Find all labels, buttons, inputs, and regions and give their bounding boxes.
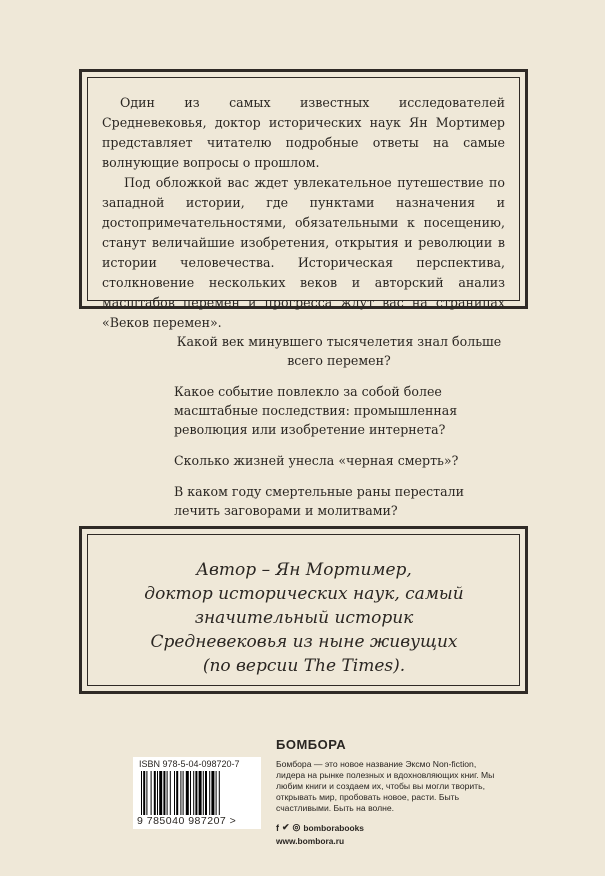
question-2: Какое событие повлекло за собой более масштабные последствия: промышленная революция или изобретение интернета? [174,384,458,437]
about-line-4: Средневековья из ныне живущих [150,632,458,652]
question-3: Сколько жизней унесла «черная смерть»? [174,453,459,468]
question-4: В каком году смертельные раны перестали лечить заговорами и молитвами? [174,484,465,518]
about-author [100,558,508,678]
intro-text [102,93,505,333]
social-handle[interactable]: bomborabooks [303,822,364,833]
publisher-block [276,737,506,846]
intro-paragraph-1: Один из самых известных исследователей Средневековья, доктор исторических наук Ян Мортимер представляет читателю подробные ответы на самые волнующие вопросы о прошлом. [102,95,505,170]
instagram-icon[interactable]: ◎ [292,822,301,832]
intro-paragraph-2: Под обложкой вас ждет увлекательное путешествие по западной истории, где пунктами назначения и достопримечательностями, обязательными к посещению, станут величайшие изобретения, открытия и революции в истории человечества. Историческая перспектива, столкновение нескольких веков и авторский анализ масштабов перемен и прогресса ждут вас на страницах «Веков перемен». [102,175,505,330]
publisher-website[interactable]: www.bombora.ru [276,836,345,846]
social-row [276,822,506,833]
about-line-2: доктор исторических наук, самый [144,584,464,604]
barcode-digits: 9 785040 987207 > [137,815,237,827]
question-1: Какой век минувшего тысячелетия знал больше всего перемен? [176,334,502,368]
about-line-5: (по версии The Times). [202,656,406,676]
facebook-icon[interactable]: f [276,822,279,833]
about-line-1: Автор – Ян Мортимер, [196,560,412,580]
publisher-logo: БОМБОРА [276,737,347,752]
vk-icon[interactable]: ✔ [282,822,290,832]
publisher-description: Бомбора — это новое название Эксмо Non-fiction, лидера на рынке полезных и вдохновляющих книг. Мы любим книги и создаем их, чтобы вы могли творить, открывать мир, пробовать новое, расти. Быть счастливыми. Быть на волне. [276,759,495,813]
questions-list [174,332,504,532]
barcode-bars [139,771,255,815]
isbn-number: ISBN 978-5-04-098720-7 [139,759,240,769]
about-line-3: значительный историк [194,608,414,628]
isbn-barcode [133,757,261,829]
